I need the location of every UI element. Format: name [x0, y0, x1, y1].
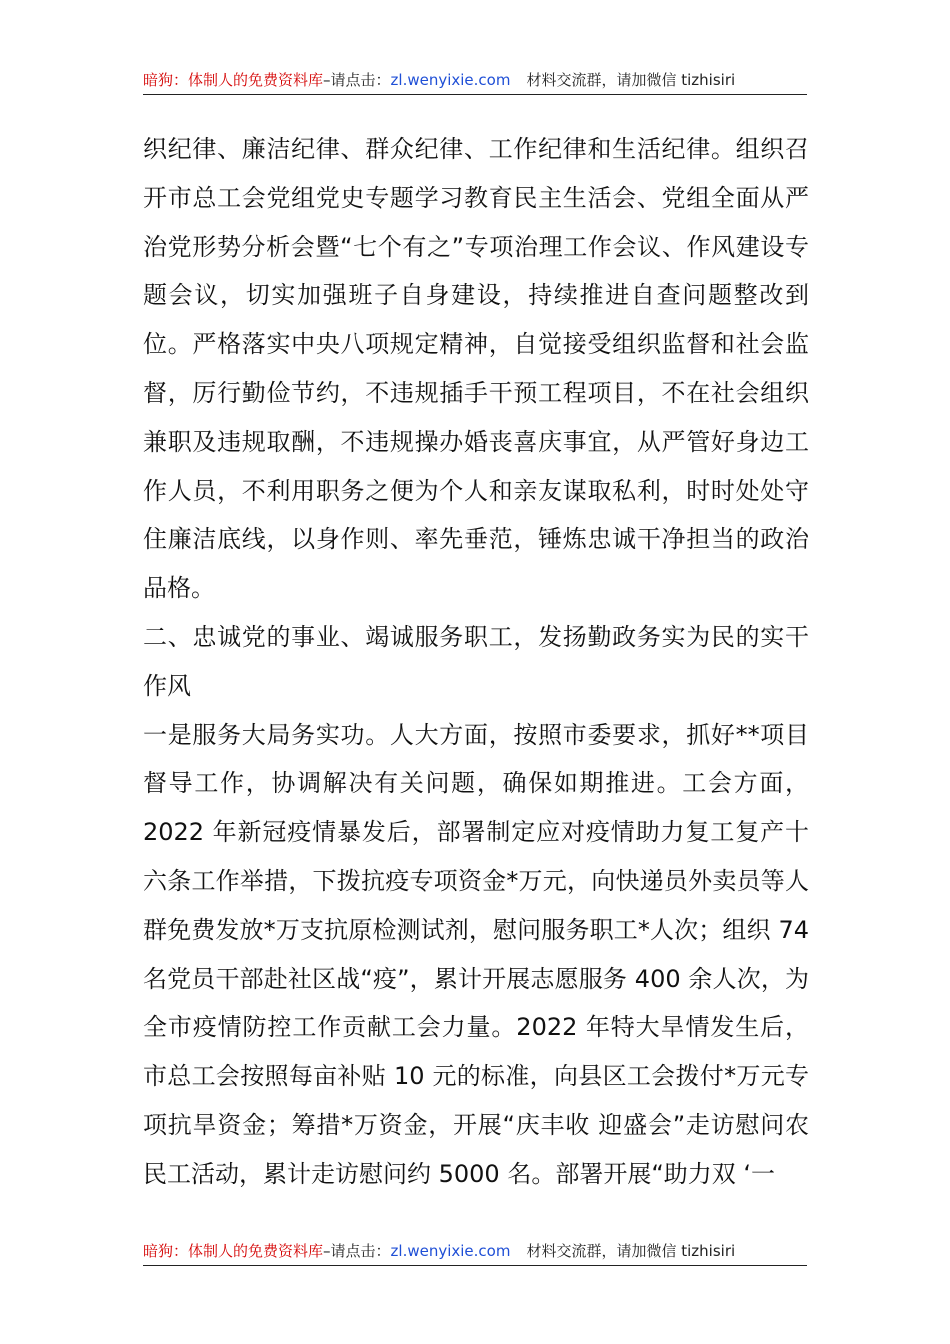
header-divider	[143, 94, 807, 95]
header-click-prefix: –请点击：	[323, 71, 391, 89]
document-body	[143, 125, 809, 1199]
page-footer	[143, 1239, 807, 1263]
header-url-link[interactable]: zl.wenyixie.com	[390, 71, 511, 89]
header-brand: 暗狗：体制人的免费资料库	[143, 71, 324, 89]
footer-url-link[interactable]: zl.wenyixie.com	[390, 1242, 511, 1260]
footer-brand: 暗狗：体制人的免费资料库	[143, 1242, 324, 1260]
footer-click-prefix: –请点击：	[323, 1242, 391, 1260]
footer-divider	[143, 1265, 807, 1266]
page-header	[143, 68, 807, 92]
header-note: 材料交流群，请加微信 tizhisiri	[526, 71, 736, 89]
footer-note: 材料交流群，请加微信 tizhisiri	[526, 1242, 736, 1260]
paragraph-serve-overall: 一是服务大局务实功。人大方面，按照市委要求，抓好**项目督导工作，协调解决有关问题，确保如期推进。工会方面，2022 年新冠疫情暴发后，部署制定应对疫情助力复工复产十六条工作举措，下拨抗疫专项资金*万元，向快递员外卖员等人群免费发放*万支抗原检测试剂，慰问服务职工*人次；组织 74 名党员干部赴社区战“疫”，累计开展志愿服务 400 余人次，为全市疫情防控工作贡献工会力量。2022 年特大旱情发生后，市总工会按照每亩补贴 10 元的标准，向县区工会拨付*万元专项抗旱资金；筹措*万资金，开展“庆丰收 迎盛会”走访慰问农民工活动，累计走访慰问约 5000 名。部署开展“助力双 ‘一	[143, 720, 809, 1188]
paragraph-discipline: 织纪律、廉洁纪律、群众纪律、工作纪律和生活纪律。组织召开市总工会党组党史专题学习教育民主生活会、党组全面从严治党形势分析会暨“七个有之”专项治理工作会议、作风建设专题会议，切实加强班子自身建设，持续推进自查问题整改到位。严格落实中央八项规定精神，自觉接受组织监督和社会监督，厉行勤俭节约，不违规插手干预工程项目，不在社会组织兼职及违规取酬，不违规操办婚丧喜庆事宜，从严管好身边工作人员，不利用职务之便为个人和亲友谋取私利，时时处处守住廉洁底线，以身作则、率先垂范，锤炼忠诚干净担当的政治品格。	[143, 135, 809, 603]
section-heading-2: 二、忠诚党的事业、竭诚服务职工，发扬勤政务实为民的实干作风	[143, 622, 809, 700]
